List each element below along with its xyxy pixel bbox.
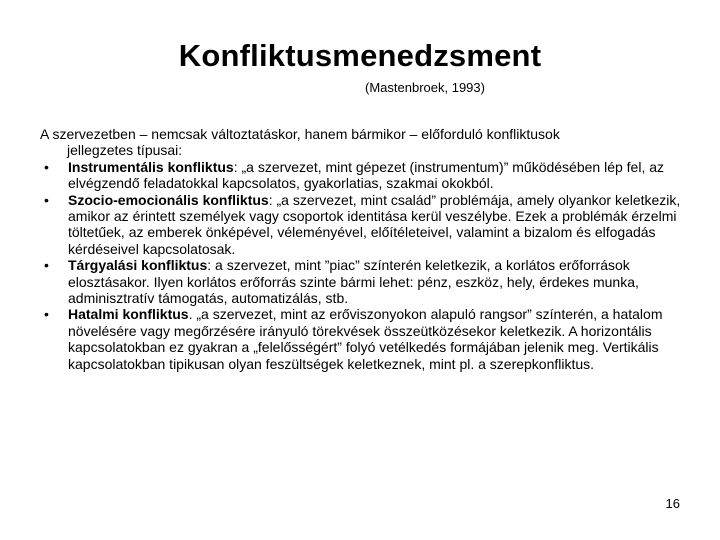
bullet-icon: • [44, 306, 49, 323]
term-label: Hatalmi konfliktus [68, 306, 189, 323]
term-label: Tárgyalási konfliktus [68, 257, 208, 274]
term-description: : „a szervezet, mint család” problémája, amely olyankor keletkezik, amikor az érintett személyek vagy csoportok identitása kerül veszélybe. Ezek a problémák érzelmi töltetűek, az emberek önképével, véleményével, előítéleteivel, valamint a bizalom és elfogadás kérdéseivel kapcsolatosak. [68, 191, 681, 257]
term-description: : „a szervezet, mint gépezet (instrumentum)” működésében lép fel, az elvégzendő feladatokkal kapcsolatos, gyakorlatias, szakmai okokból. [68, 158, 665, 192]
list-item-socio-emotional [40, 192, 690, 258]
slide-body [40, 126, 690, 372]
term-label: Instrumentális konfliktus [68, 158, 234, 175]
list-item-negotiation [40, 257, 690, 306]
term-description: . „a szervezet, mint az erőviszonyokon alapuló rangsor” színterén, a hatalom növelésére vagy megőrzésére irányuló törekvések összeütközésekor keletkezik. A horizontális kapcsolatokban ez gyakran a „felelősségért” folyó vetélkedés formájában jelenik meg. Vertikális kapcsolatokban tipikusan olyan feszültségek keletkeznek, mint pl. a szerepkonfliktus. [68, 306, 663, 372]
list-item-power [40, 306, 690, 372]
bullet-icon: • [44, 191, 49, 208]
list-item-instrumental [40, 159, 690, 192]
bullet-icon: • [44, 257, 49, 274]
intro-text: A szervezetben – nemcsak változtatáskor, hanem bármikor – előforduló konfliktusok [40, 126, 560, 142]
term-description: : a szervezet, mint ”piac” színterén keletkezik, a korlátos erőforrások elosztásakor. Ilyen korlátos erőforrás szinte bármi lehet: pénz, eszköz, hely, érdekes munka, adminisztratív támogatás, automatizálás, stb. [68, 257, 639, 307]
bullet-icon: • [44, 158, 49, 175]
slide-title: Konfliktusmenedzsment [178, 38, 542, 73]
citation: (Mastenbroek, 1993) [365, 80, 485, 95]
conflict-type-list [40, 159, 690, 372]
page-number: 16 [665, 496, 680, 511]
term-label: Szocio-emocionális konfliktus [68, 191, 269, 208]
intro-text-continued: jellegzetes típusai: [67, 142, 183, 159]
